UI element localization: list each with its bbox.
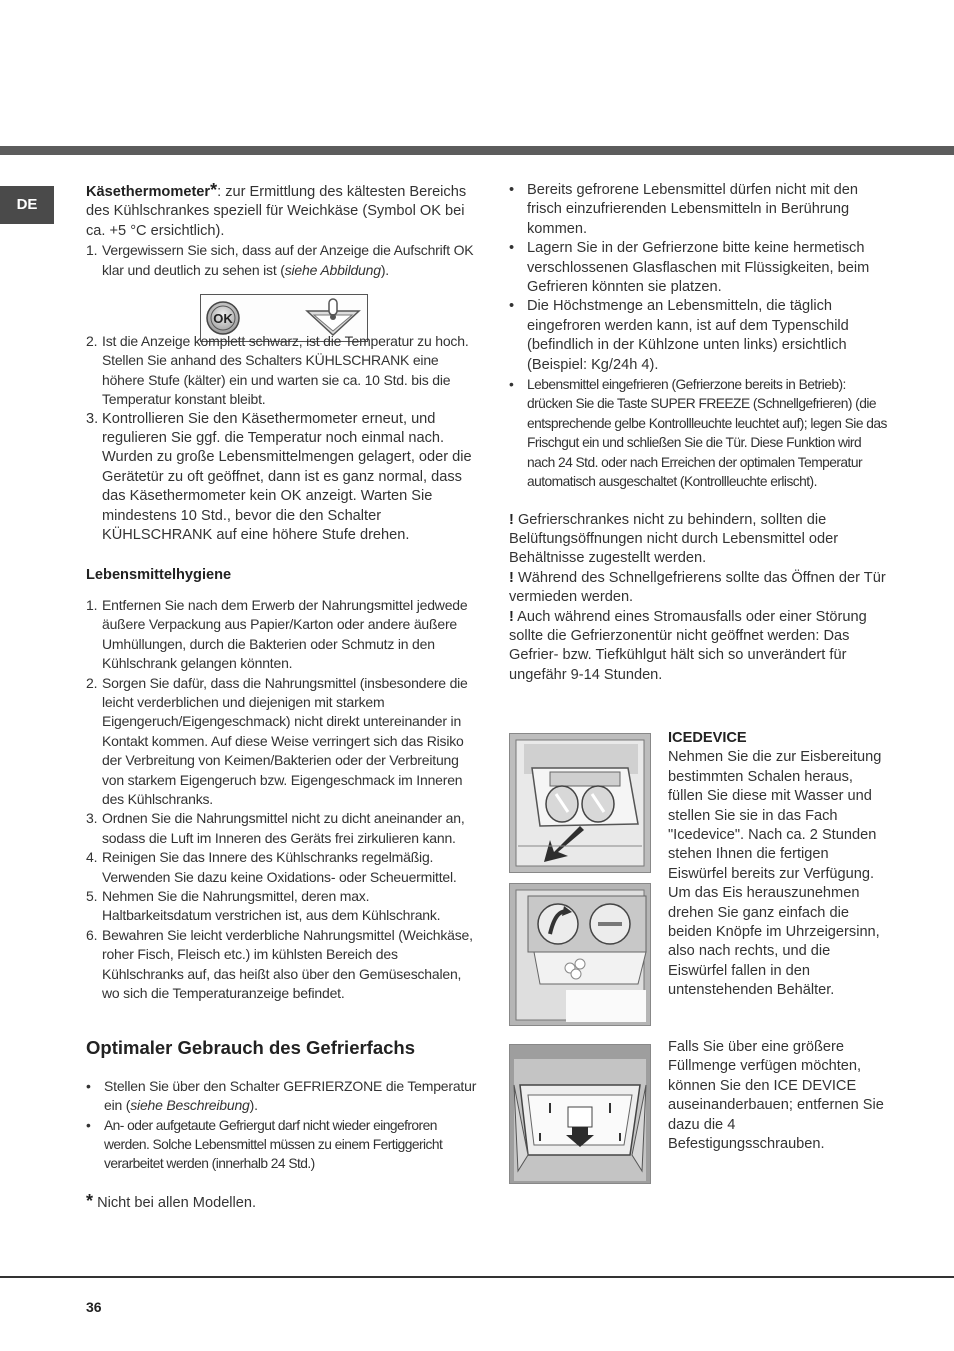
- warning-icon: !: [509, 511, 514, 528]
- warning-1: [509, 511, 889, 569]
- item-number: 3.: [86, 810, 98, 827]
- list-item: [86, 926, 480, 1004]
- left-column: [86, 181, 480, 1213]
- icedevice-image-2: [509, 883, 651, 1026]
- icedevice-image-3: [509, 1044, 651, 1184]
- icedevice-text-2: [668, 1038, 890, 1154]
- item-text: Ist die Anzeige komplett schwarz, ist die Temperatur zu hoch. Stellen Sie anhand des Schalters KÜHLSCHRANK eine höhere Stufe (kälter) ein und warten sie ca. 10 Std. bis die Temperatur konstant bleibt.: [102, 333, 469, 408]
- gefrier-title: Optimaler Gebrauch des Gefrierfachs: [86, 1037, 416, 1059]
- ok-label: OK: [213, 311, 233, 327]
- warning-text: Auch während eines Stromausfalls oder einer Störung sollte die Gefrierzonentür nicht geöffnet werden: Das Gefrier- bzw. Tiefkühlgut hält sich so unverändert für ungefähr 9-14 Stunden.: [509, 608, 867, 683]
- kaese-title: Käsethermometer: [86, 184, 211, 200]
- list-item: [86, 410, 480, 546]
- item-text: Stellen Sie über den Schalter GEFRIERZONE die Temperatur ein (: [104, 1077, 477, 1114]
- item-number: 2.: [86, 333, 98, 350]
- item-number: 6.: [86, 926, 98, 943]
- item-italic: siehe Beschreibung: [130, 1097, 250, 1114]
- item-text: Sorgen Sie dafür, dass die Nahrungsmittel (insbesondere die leicht verderblichen und diejenigen mit starkem Eigengeruch/Eigengeschmack) nicht direkt untereinander in Kontakt kommen. Auf diese Weise verringert sich das Risiko der Verbreitung von Keimen/Bakterien oder der Verbreitung von starkem Eigengeruch bzw. Eigengeschmack im Inneren des Kühlschranks.: [102, 674, 468, 807]
- icedevice-title: ICEDEVICE: [668, 730, 747, 746]
- item-number: 2.: [86, 674, 98, 691]
- warning-icon: !: [509, 569, 514, 586]
- item-number: 4.: [86, 849, 98, 866]
- list-item: [86, 332, 480, 410]
- kaese-list-3: [86, 410, 480, 546]
- freezer-bullets: [509, 181, 889, 492]
- item-text: ).: [249, 1097, 258, 1114]
- kaese-list: [86, 241, 480, 280]
- list-item: [86, 887, 480, 926]
- item-text: ).: [380, 261, 389, 278]
- footnote: [86, 1192, 480, 1213]
- item-text: Kontrollieren Sie den Käsethermometer erneut, und regulieren Sie ggf. die Temperatur noch einmal nach. Wurden zu große Lebensmittelmengen gelagert, oder die Gerätetür zu oft geöffnet, dann ist es ganz normal, dass das Käsethermometer kein OK anzeigt. Warten Sie mindestens 10 Std., bevor die den Schalter KÜHLSCHRANK auf eine höhere Stufe drehen.: [102, 410, 472, 544]
- hygiene-list: [86, 596, 480, 1004]
- item-text: Ordnen Sie die Nahrungsmittel nicht zu dicht aneinander an, sodass die Luft im Inneren des Geräts frei zirkulieren kann.: [102, 810, 465, 846]
- item-text: Nehmen Sie die Nahrungsmittel, deren max. Haltbarkeitsdatum verstrichen ist, aus dem Kühlschrank.: [102, 888, 441, 924]
- item-number: 1.: [86, 242, 98, 259]
- list-item: [86, 674, 480, 810]
- page-number: 36: [86, 1299, 102, 1315]
- gefrier-list: [86, 1077, 480, 1174]
- warning-text: Gefrierschrankes nicht zu behindern, sollten die Belüftungsöffnungen nicht durch Lebensmittel oder Behältnisse zugestellt werden.: [509, 511, 839, 567]
- asterisk: *: [86, 1190, 94, 1211]
- list-item: [86, 1077, 480, 1116]
- list-item: • Bereits gefrorene Lebensmittel dürfen nicht mit den frisch einzufrierenden Lebensmitteln in Berührung kommen.: [509, 181, 889, 239]
- warning-icon: !: [509, 608, 514, 625]
- warning-3: [509, 608, 889, 686]
- item-text: Reinigen Sie das Innere des Kühlschranks regelmäßig. Verwenden Sie dazu keine Oxidations- oder Scheuermittel.: [102, 849, 457, 885]
- list-item: [86, 809, 480, 848]
- right-column: [509, 181, 889, 685]
- item-text: Bewahren Sie leicht verderbliche Nahrungsmittel (Weichkäse, roher Fisch, Fleisch etc.) im kühlsten Bereich des Kühlschranks auf, das heißt also über den Gemüseschalen, wo sich die Temperaturanzeige befindet.: [102, 926, 473, 1002]
- list-item: • Die Höchstmenge an Lebensmitteln, die täglich eingefroren werden kann, ist auf dem Typenschild (befindlich in der Kühlzone unten links) ersichtlich (Beispiel: Kg/24h 4).: [509, 297, 889, 375]
- hygiene-title: Lebensmittelhygiene: [86, 566, 232, 583]
- kaese-list-continued: [86, 332, 480, 410]
- list-item: [86, 241, 480, 280]
- icedevice-image-1: [509, 733, 651, 873]
- language-tab: DE: [0, 186, 54, 224]
- footer-line: [0, 1276, 954, 1278]
- item-number: 3.: [86, 410, 99, 427]
- icedevice-description: Nehmen Sie die zur Eisbereitung bestimmten Schalen heraus, füllen Sie diese mit Wasser und stellen Sie sie in das Fach "Icedevice". Nach ca. 2 Stunden stehen Ihnen die fertigen Eiswürfel bereits zur Verfügung. Um das Eis herauszunehmen drehen Sie ganz einfach die beiden Knöpfe im Uhrzeigersinn, also nach rechts, und die Eiswürfel fallen in den untenstehenden Behälter.: [668, 749, 882, 999]
- footnote-text: Nicht bei allen Modellen.: [97, 1194, 257, 1211]
- asterisk: *: [210, 180, 218, 200]
- item-text: Vergewissern Sie sich, dass auf der Anzeige die Aufschrift OK klar und deutlich zu sehen ist (: [102, 242, 474, 278]
- item-text: Entfernen Sie nach dem Erwerb der Nahrungsmittel jedwede äußere Verpackung aus Papier/Karton oder andere äußere Umhüllungen, durch die Bakterien oder Schmutz in den Kühlschrank gelangen könnten.: [102, 596, 468, 672]
- icedevice-description-2: Falls Sie über eine größere Füllmenge verfügen möchten, können Sie den ICE DEVICE auseinanderbauen; entfernen Sie dazu die 4 Befestigungsschrauben.: [668, 1039, 884, 1153]
- list-item: [86, 596, 480, 674]
- list-item: • Lagern Sie in der Gefrierzone bitte keine hermetisch verschlossenen Glasflaschen mit Flüssigkeiten, beim Gefrieren könnten sie platzen.: [509, 239, 889, 297]
- item-number: 5.: [86, 888, 98, 904]
- warnings: [509, 511, 889, 686]
- list-item: • Lebensmittel eingefrieren (Gefrierzone bereits in Betrieb): drücken Sie die Taste SUPER FREEZE (Schnellgefrieren) (die entsprechende gelbe Kontrollleuchte leuchtet auf); legen Sie das Frischgut ein und schließen Sie die Tür. Diese Funktion wird nach 24 Std. oder nach Erreichen der optimalen Temperatur automatisch ausgeschaltet (Kontrollleuchte erlischt).: [509, 375, 889, 491]
- icedevice-text: [668, 729, 890, 1001]
- warning-2: [509, 569, 889, 608]
- header-bar: [0, 146, 954, 155]
- kaese-intro: [86, 181, 480, 241]
- warning-text: Während des Schnellgefrierens sollte das Öffnen der Tür vermieden werden.: [509, 569, 886, 606]
- list-item: • An- oder aufgetaute Gefriergut darf nicht wieder eingefroren werden. Solche Lebensmittel müssen zu einem Fertiggericht verarbeitet werden (innerhalb 24 Std.): [86, 1116, 480, 1174]
- list-item: [86, 848, 480, 887]
- kaese-intro-text: : zur Ermittlung des kältesten Bereichs des Kühlschrankes speziell für Weichkäse (Symbol OK bei ca. +5 °C ersichtlich).: [86, 184, 467, 239]
- item-italic: siehe Abbildung: [284, 261, 381, 278]
- item-number: 1.: [86, 596, 98, 613]
